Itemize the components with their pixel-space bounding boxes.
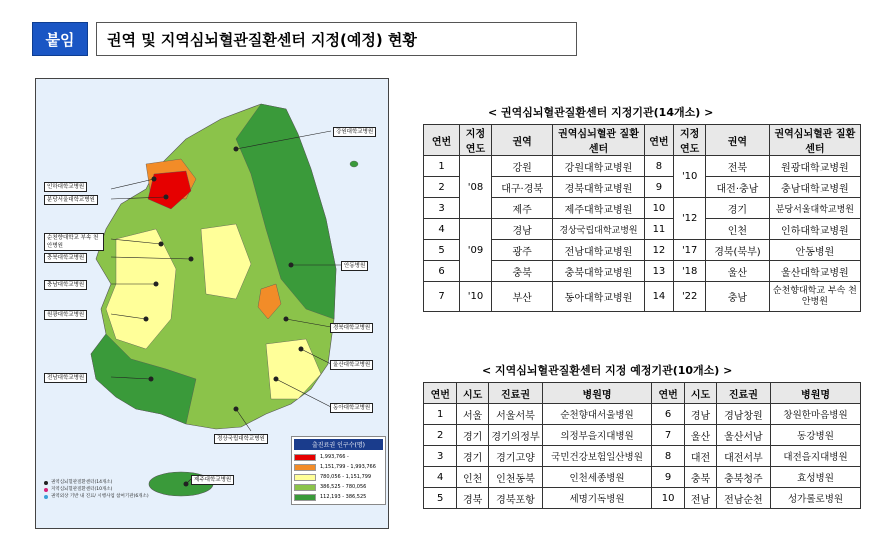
map-label-chungnam: 충남대학교병원: [44, 280, 87, 290]
col-header: 시도: [685, 383, 716, 404]
cell: 서울: [457, 404, 488, 425]
cell: 대전을지대병원: [771, 446, 861, 467]
cell: 경상국립대학교병원: [553, 219, 644, 240]
table-row: [424, 467, 861, 488]
ulleung-island: [350, 161, 358, 167]
cell: '17: [674, 240, 706, 261]
table-row: [424, 282, 861, 312]
cell: '22: [674, 282, 706, 312]
cell: 울산: [706, 261, 770, 282]
cell: 3: [424, 446, 457, 467]
map-label-donga: 동아대학교병원: [330, 403, 373, 413]
cell: 강원대학교병원: [553, 156, 644, 177]
cell: 경남: [491, 219, 553, 240]
cell: 11: [644, 219, 674, 240]
legend-range: 1,993,766 -: [320, 454, 349, 460]
cell: 제주대학교병원: [553, 198, 644, 219]
map-label-kyungpook: 경북대학교병원: [330, 323, 373, 333]
col-header: 권역심뇌혈관 질환센터: [553, 125, 644, 156]
page-header: [32, 22, 577, 56]
population-legend: [291, 436, 386, 505]
table1-caption: < 권역심뇌혈관질환센터 지정기관(14개소) >: [488, 106, 714, 119]
map-label-andong: 안동병원: [341, 261, 368, 271]
table-header-row: [424, 383, 861, 404]
cell: 충북: [491, 261, 553, 282]
table-row: [424, 156, 861, 177]
table-row: [424, 219, 861, 240]
cell: 인천동북: [488, 467, 542, 488]
cell: 인천세종병원: [543, 467, 652, 488]
legend-swatch: [294, 454, 316, 461]
legend-range: 1,151,799 - 1,993,766: [320, 464, 376, 470]
col-header: 진료권: [488, 383, 542, 404]
cell: 의정부을지대병원: [543, 425, 652, 446]
legend-row: [294, 452, 383, 462]
cell: 5: [424, 488, 457, 509]
legend-range: 780,056 - 1,151,799: [320, 474, 372, 480]
cell: 경기: [457, 446, 488, 467]
cell: 경북: [457, 488, 488, 509]
cell: 경북(북부): [706, 240, 770, 261]
cell: '10: [674, 156, 706, 198]
legend-swatch: [294, 464, 316, 471]
cell: 2: [424, 425, 457, 446]
map-label-soonchunhyang: 순천향대학교 부속 천안병원: [44, 233, 104, 251]
cell: 6: [651, 404, 684, 425]
cell: 광주: [491, 240, 553, 261]
cell: 원광대학교병원: [769, 156, 860, 177]
cell: 경북포항: [488, 488, 542, 509]
cell: 동아대학교병원: [553, 282, 644, 312]
cell: 2: [424, 177, 460, 198]
cell: 충북청주: [716, 467, 770, 488]
cell: '12: [674, 198, 706, 240]
black-dot-icon: [44, 481, 48, 485]
col-header: 병원명: [543, 383, 652, 404]
cell: 1: [424, 156, 460, 177]
cell: 창원한마음병원: [771, 404, 861, 425]
col-header: 권역심뇌혈관 질환센터: [769, 125, 860, 156]
map-label-wonkwang: 원광대학교병원: [44, 310, 87, 320]
cell: 6: [424, 261, 460, 282]
cell: '10: [460, 282, 492, 312]
legend-range: 112,193 - 386,525: [320, 494, 367, 500]
cell: 경남창원: [716, 404, 770, 425]
map-label-gangwon: 강원대학교병원: [333, 127, 376, 137]
korea-map: [35, 78, 389, 529]
map-label-jeonnam: 전남대학교병원: [44, 373, 87, 383]
legend-row: [294, 492, 383, 502]
cell: 7: [424, 282, 460, 312]
blue-dot-icon: [44, 495, 48, 499]
cell: 세명기독병원: [543, 488, 652, 509]
cell: 전북: [706, 156, 770, 177]
marker-legend-row: [44, 479, 149, 486]
cell: '09: [460, 219, 492, 282]
cell: 13: [644, 261, 674, 282]
col-header: 지정 연도: [674, 125, 706, 156]
cell: '08: [460, 156, 492, 219]
map-label-gyeongsang: 경상국립대학교병원: [214, 434, 268, 444]
legend-swatch: [294, 474, 316, 481]
cell: 울산: [685, 425, 716, 446]
cell: 동강병원: [771, 425, 861, 446]
cell: 대전: [685, 446, 716, 467]
cell: 10: [644, 198, 674, 219]
cell: 4: [424, 467, 457, 488]
cell: 충북: [685, 467, 716, 488]
cell: 경기: [706, 198, 770, 219]
cell: 경남: [685, 404, 716, 425]
cell: 전남대학교병원: [553, 240, 644, 261]
legend-swatch: [294, 484, 316, 491]
cell: 인천: [706, 219, 770, 240]
cell: 9: [644, 177, 674, 198]
map-label-inha: 인하대학교병원: [44, 182, 87, 192]
cell: 충남: [706, 282, 770, 312]
cell: '18: [674, 261, 706, 282]
map-label-ulsan: 울산대학교병원: [330, 360, 373, 370]
cell: 4: [424, 219, 460, 240]
designated-centers-table: [423, 124, 861, 312]
cell: 순천향대서울병원: [543, 404, 652, 425]
legend-swatch: [294, 494, 316, 501]
marker-legend-text: 권역외상 기반 내 진료/ 시행사업 참여기관(6개소): [51, 494, 149, 499]
cell: 14: [644, 282, 674, 312]
cell: 국민건강보험일산병원: [543, 446, 652, 467]
col-header: 진료권: [716, 383, 770, 404]
col-header: 연번: [644, 125, 674, 156]
table2-caption: < 지역심뇌혈관질환센터 지정 예정기관(10개소) >: [482, 364, 733, 377]
legend-row: [294, 462, 383, 472]
cell: 대구·경북: [491, 177, 553, 198]
cell: 12: [644, 240, 674, 261]
table2-body: [424, 404, 861, 509]
cell: 7: [651, 425, 684, 446]
cell: 1: [424, 404, 457, 425]
cell: 안동병원: [769, 240, 860, 261]
cell: 분당서울대학교병원: [769, 198, 860, 219]
cell: 8: [651, 446, 684, 467]
pink-dot-icon: [44, 488, 48, 492]
cell: 대전·충남: [706, 177, 770, 198]
col-header: 권역: [491, 125, 553, 156]
marker-legend-text: 지역심뇌혈관질환센터(10개소): [51, 487, 113, 492]
page-title: 권역 및 지역심뇌혈관질환센터 지정(예정) 현황: [96, 22, 577, 56]
col-header: 연번: [424, 125, 460, 156]
planned-centers-table: [423, 382, 861, 509]
cell: 8: [644, 156, 674, 177]
table-row: [424, 446, 861, 467]
cell: 10: [651, 488, 684, 509]
cell: 충남대학교병원: [769, 177, 860, 198]
marker-legend-text: 권역심뇌혈관질환센터(14개소): [51, 480, 113, 485]
table-header-row: [424, 125, 861, 156]
legend-title: 출진료권 인구수(명): [294, 439, 383, 450]
legend-range: 386,525 - 780,056: [320, 484, 367, 490]
cell: 3: [424, 198, 460, 219]
col-header: 지정 연도: [460, 125, 492, 156]
marker-legend-row: [44, 493, 149, 500]
col-header: 연번: [424, 383, 457, 404]
map-label-chungbuk: 충북대학교병원: [44, 253, 87, 263]
cell: 인하대학교병원: [769, 219, 860, 240]
legend-row: [294, 472, 383, 482]
cell: 울산대학교병원: [769, 261, 860, 282]
col-header: 연번: [651, 383, 684, 404]
legend-row: [294, 482, 383, 492]
cell: 서울서북: [488, 404, 542, 425]
cell: 성가롤로병원: [771, 488, 861, 509]
map-label-jeju: 제주대학교병원: [191, 475, 234, 485]
cell: 5: [424, 240, 460, 261]
cell: 전남: [685, 488, 716, 509]
marker-legend-row: [44, 486, 149, 493]
cell: 대전서부: [716, 446, 770, 467]
table-row: [424, 404, 861, 425]
col-header: 시도: [457, 383, 488, 404]
cell: 제주: [491, 198, 553, 219]
attachment-tag: 붙임: [32, 22, 88, 56]
cell: 순천향대학교 부속 천안병원: [769, 282, 860, 312]
cell: 부산: [491, 282, 553, 312]
cell: 효성병원: [771, 467, 861, 488]
cell: 경기: [457, 425, 488, 446]
cell: 충북대학교병원: [553, 261, 644, 282]
table-row: [424, 425, 861, 446]
cell: 전남순천: [716, 488, 770, 509]
cell: 강원: [491, 156, 553, 177]
cell: 경북대학교병원: [553, 177, 644, 198]
table-row: [424, 488, 861, 509]
cell: 인천: [457, 467, 488, 488]
cell: 경기의정부: [488, 425, 542, 446]
col-header: 병원명: [771, 383, 861, 404]
cell: 경기고양: [488, 446, 542, 467]
cell: 9: [651, 467, 684, 488]
map-label-bundang: 분당서울대학교병원: [44, 195, 98, 205]
marker-legend: [44, 479, 149, 500]
col-header: 권역: [706, 125, 770, 156]
cell: 울산서남: [716, 425, 770, 446]
